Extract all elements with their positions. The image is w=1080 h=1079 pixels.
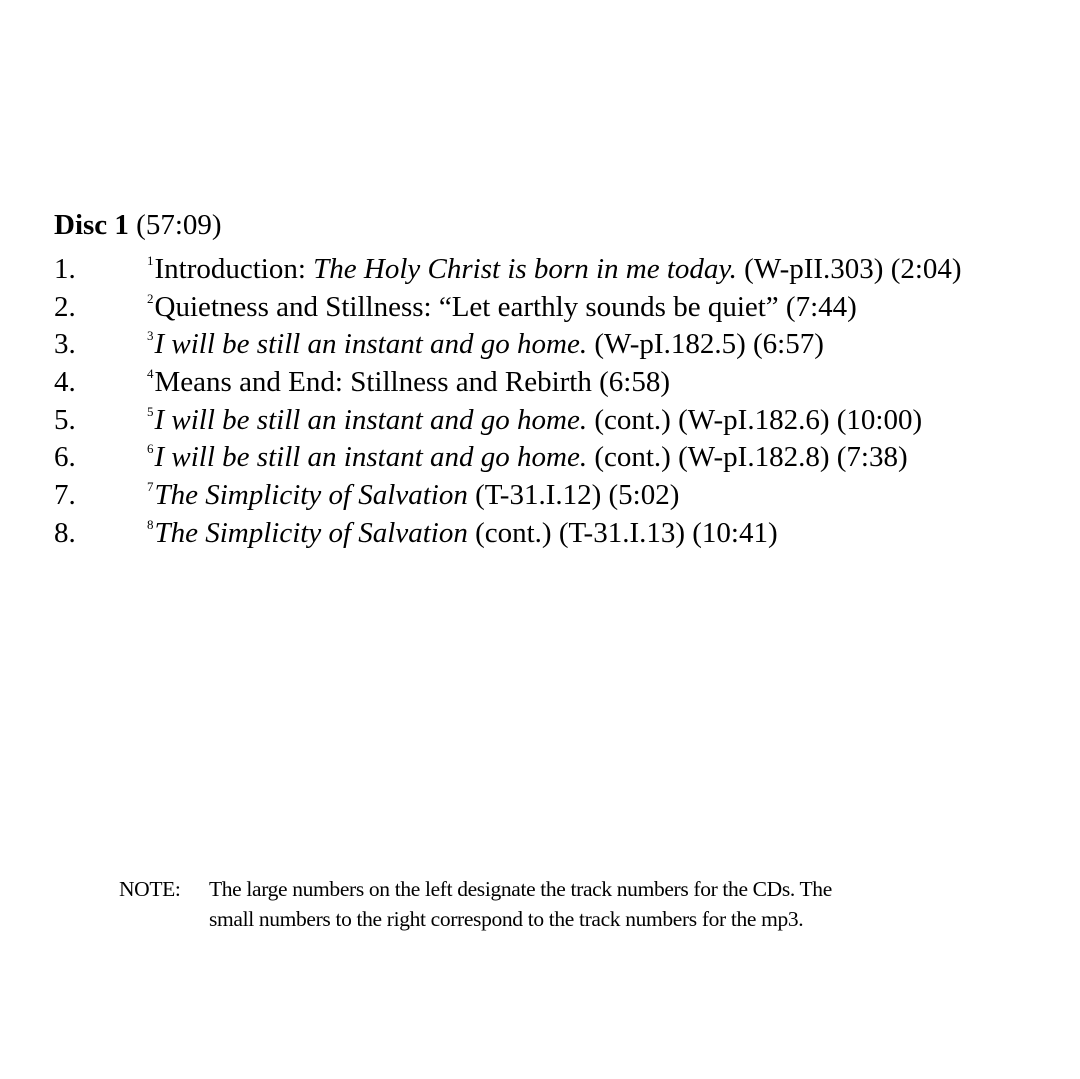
track-title [147, 402, 922, 440]
track-row [54, 289, 1074, 327]
track-title-text: Quietness and Stillness: “Let earthly sounds be quiet” (7:44) [154, 290, 857, 323]
track-title-text: (T-31.I.12) (5:02) [467, 479, 680, 512]
note-line-1: The large numbers on the left designate the track numbers for the CDs. The [209, 877, 832, 901]
cd-track-number: 3. [54, 328, 76, 361]
track-title [147, 326, 824, 364]
track-row [54, 364, 1074, 402]
track-row [54, 439, 1074, 477]
track-title [147, 364, 670, 402]
note-line-2: small numbers to the right correspond to the track numbers for the mp3. [209, 907, 804, 931]
track-title-italic: I will be still an instant and go home. [154, 328, 588, 361]
track-title-text: Means and End: Stillness and Rebirth (6:58) [154, 366, 670, 399]
track-title-italic: The Simplicity of Salvation [154, 479, 468, 512]
mp3-track-number: 1 [147, 253, 154, 268]
track-row [54, 402, 1074, 440]
track-title [147, 515, 778, 553]
track-row [54, 515, 1074, 553]
mp3-track-number: 6 [147, 441, 154, 457]
mp3-track-number: 8 [147, 516, 154, 532]
cd-track-number: 6. [54, 441, 76, 474]
track-row [54, 477, 1074, 515]
mp3-track-number: 7 [147, 479, 154, 495]
track-list [54, 251, 1074, 553]
cd-track-number: 5. [54, 403, 76, 436]
track-title [147, 251, 962, 289]
mp3-track-number: 3 [147, 328, 154, 344]
track-title-text: (cont.) (W-pI.182.8) (7:38) [587, 441, 908, 474]
track-title [147, 477, 679, 515]
note-label: NOTE: [119, 877, 181, 901]
track-title-italic: The Simplicity of Salvation [154, 516, 468, 549]
note-text [209, 874, 969, 934]
track-title-text: (W-pI.182.5) (6:57) [587, 328, 824, 361]
cd-track-number: 8. [54, 516, 76, 549]
track-title [147, 289, 857, 327]
disc-label: Disc 1 [54, 209, 129, 241]
disc-heading [54, 206, 222, 244]
cd-track-number: 7. [54, 479, 76, 512]
mp3-track-number: 4 [147, 366, 154, 382]
disc-duration: (57:09) [136, 209, 222, 241]
track-title [147, 439, 908, 477]
track-title-text: (cont.) (W-pI.182.6) (10:00) [587, 403, 923, 436]
cd-track-number: 1. [54, 253, 76, 285]
cd-track-number: 2. [54, 290, 76, 323]
track-title-italic: I will be still an instant and go home. [154, 441, 588, 474]
track-title-text: (cont.) (T-31.I.13) (10:41) [467, 516, 778, 549]
mp3-track-number: 2 [147, 290, 154, 306]
track-row [54, 326, 1074, 364]
track-row [54, 251, 1074, 289]
track-title-italic: The Holy Christ is born in me today. [313, 253, 737, 285]
track-title-text: Introduction: [154, 253, 314, 285]
track-title-italic: I will be still an instant and go home. [154, 403, 588, 436]
cd-track-number: 4. [54, 366, 76, 399]
mp3-track-number: 5 [147, 403, 154, 419]
track-title-text: (W-pII.303) (2:04) [736, 253, 962, 285]
